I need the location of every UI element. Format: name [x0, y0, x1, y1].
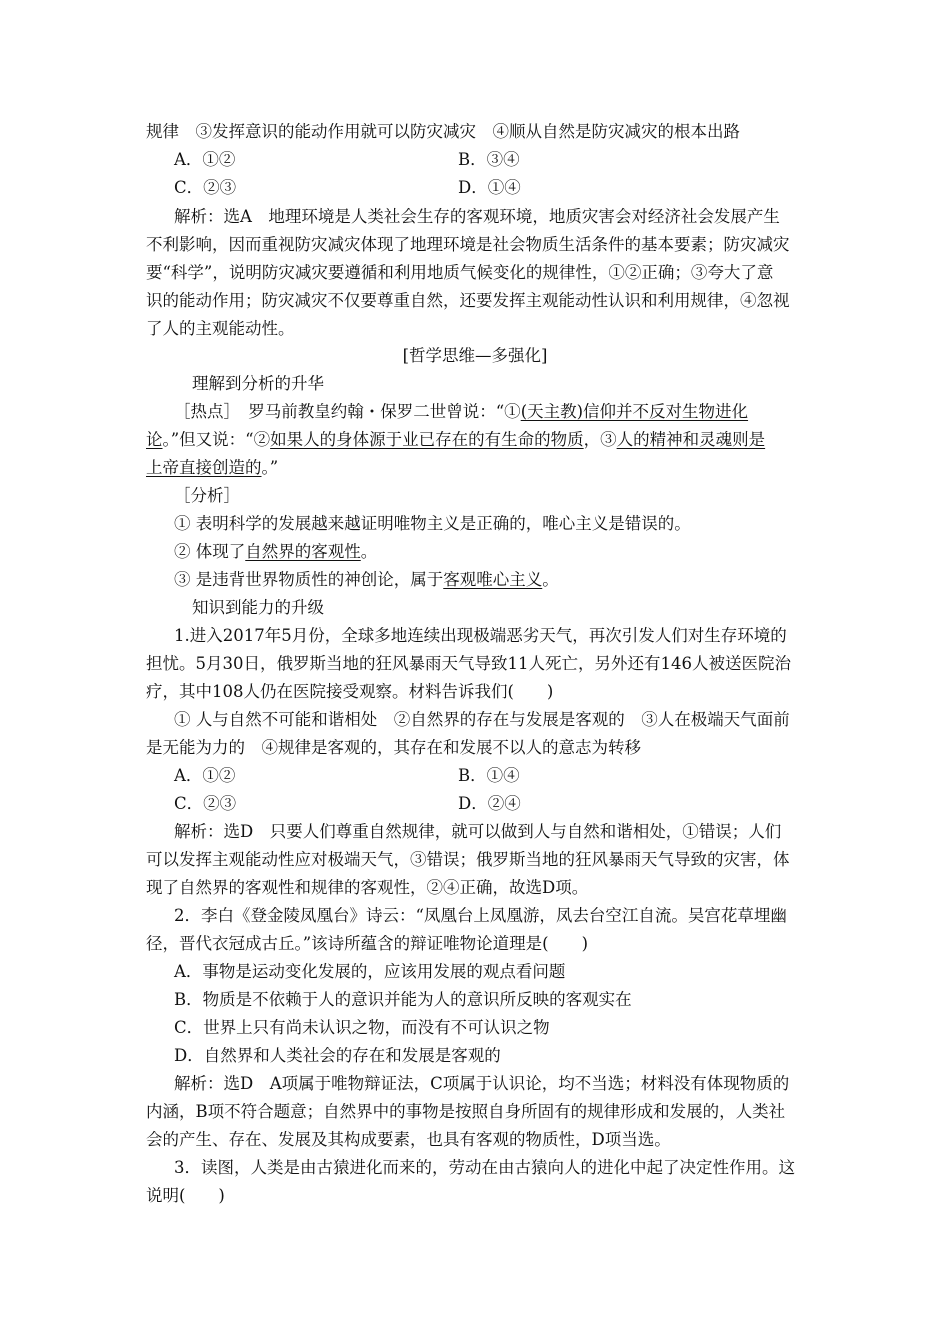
- question-stem: 担忧。5月30日，俄罗斯当地的狂风暴雨天气导致11人死亡，另外还有146人被送医院治: [146, 654, 791, 673]
- underlined-phrase: 如果人的身体源于业已存在的有生命的物质: [270, 430, 584, 449]
- subsection-title: 理解到分析的升华: [192, 374, 324, 393]
- analysis-line: 内涵，B项不符合题意；自然界中的事物是按照自身所固有的规律形成和发展的，人类社: [146, 1102, 786, 1121]
- question-stem: 1.进入2017年5月份，全球多地连续出现极端恶劣天气，再次引发人们对生存环境的: [174, 626, 787, 645]
- section-title: [哲学思维—多强化]: [402, 346, 548, 365]
- underlined-phrase: 人的精神和灵魂则是: [616, 430, 766, 449]
- analysis-line: 解析：选D A项属于唯物辩证法，C项属于认识论，均不当选；材料没有体现物质的: [174, 1074, 790, 1093]
- subsection-title: 知识到能力的升级: [192, 598, 324, 617]
- option-c: C．②③: [174, 794, 237, 813]
- question-stem: 说明( ): [146, 1186, 225, 1205]
- hot-topic-line: ［热点］ 罗马前教皇约翰・保罗二世曾说：“①(天主教)信仰并不反对生物进化: [174, 402, 749, 421]
- analysis-point: ③ 是违背世界物质性的神创论，属于客观唯心主义。: [174, 570, 559, 589]
- analysis-point: ① 表明科学的发展越来越证明唯物主义是正确的，唯心主义是错误的。: [174, 514, 691, 533]
- hot-topic-line: 上帝直接创造的。”: [146, 458, 279, 477]
- option-c: C．②③: [174, 178, 237, 197]
- option-c: C．世界上只有尚未认识之物，而没有不可认识之物: [174, 1018, 550, 1037]
- question-stem: 3．读图，人类是由古猿进化而来的，劳动在由古猿向人的进化中起了决定性作用。这: [174, 1158, 795, 1177]
- analysis-line: 可以发挥主观能动性应对极端天气，③错误；俄罗斯当地的狂风暴雨天气导致的灾害，体: [146, 850, 790, 869]
- option-a: A．①②: [174, 766, 236, 785]
- question-stem: 径，晋代衣冠成古丘。”该诗所蕴含的辩证唯物论道理是( ): [146, 934, 589, 953]
- option-b: B．①④: [458, 766, 520, 785]
- option-d: D．①④: [458, 178, 521, 197]
- option-d: D．②④: [458, 794, 521, 813]
- option-d: D．自然界和人类社会的存在和发展是客观的: [174, 1046, 501, 1065]
- option-b: B．③④: [458, 150, 520, 169]
- analysis-line: 识的能动作用；防灾减灾不仅要尊重自然，还要发挥主观能动性认识和利用规律，④忽视: [146, 291, 790, 310]
- analysis-label: ［分析］: [174, 486, 240, 505]
- question-stem: 疗，其中108人仍在医院接受观察。材料告诉我们( ): [146, 682, 554, 701]
- analysis-line: 解析：选D 只要人们尊重自然规律，就可以做到人与自然和谐相处，①错误；人们: [174, 822, 782, 841]
- underlined-phrase: (天主教)信仰并不反对生物进化: [520, 402, 749, 421]
- option-a: A．事物是运动变化发展的，应该用发展的观点看问题: [174, 962, 566, 981]
- option-b: B．物质是不依赖于人的意识并能为人的意识所反映的客观实在: [174, 990, 632, 1009]
- analysis-line: 会的产生、存在、发展及其构成要素，也具有客观的物质性，D项当选。: [146, 1130, 671, 1149]
- analysis-line: 了人的主观能动性。: [146, 319, 295, 338]
- underlined-phrase: 自然界的客观性: [245, 542, 361, 561]
- analysis-line: 不利影响，因而重视防灾减灾体现了地理环境是社会物质生活条件的基本要素；防灾减灾: [146, 235, 790, 254]
- option-a: A．①②: [174, 150, 236, 169]
- question-items: 是无能为力的 ④规律是客观的，其存在和发展不以人的意志为转移: [146, 738, 641, 757]
- analysis-line: 现了自然界的客观性和规律的客观性，②④正确，故选D项。: [146, 878, 589, 897]
- underlined-phrase: 客观唯心主义: [443, 570, 543, 589]
- question-items: ① 人与自然不可能和谐相处 ②自然界的存在与发展是客观的 ③人在极端天气面前: [174, 710, 790, 729]
- analysis-point: ② 体现了自然界的客观性。: [174, 542, 378, 561]
- underlined-phrase: 论: [146, 430, 163, 449]
- analysis-line: 解析：选A 地理环境是人类社会生存的客观环境，地质灾害会对经济社会发展产生: [174, 207, 780, 226]
- hot-topic-line: 论。”但又说：“②如果人的身体源于业已存在的有生命的物质，③人的精神和灵魂则是: [146, 430, 766, 449]
- question-stem: 2．李白《登金陵凤凰台》诗云：“凤凰台上凤凰游，凤去台空江自流。吴宫花草埋幽: [174, 906, 787, 925]
- text-line: 规律 ③发挥意识的能动作用就可以防灾减灾 ④顺从自然是防灾减灾的根本出路: [146, 122, 740, 141]
- analysis-line: 要“科学”，说明防灾减灾要遵循和利用地质气候变化的规律性，①②正确；③夸大了意: [146, 263, 774, 282]
- underlined-phrase: 上帝直接创造的: [146, 458, 262, 477]
